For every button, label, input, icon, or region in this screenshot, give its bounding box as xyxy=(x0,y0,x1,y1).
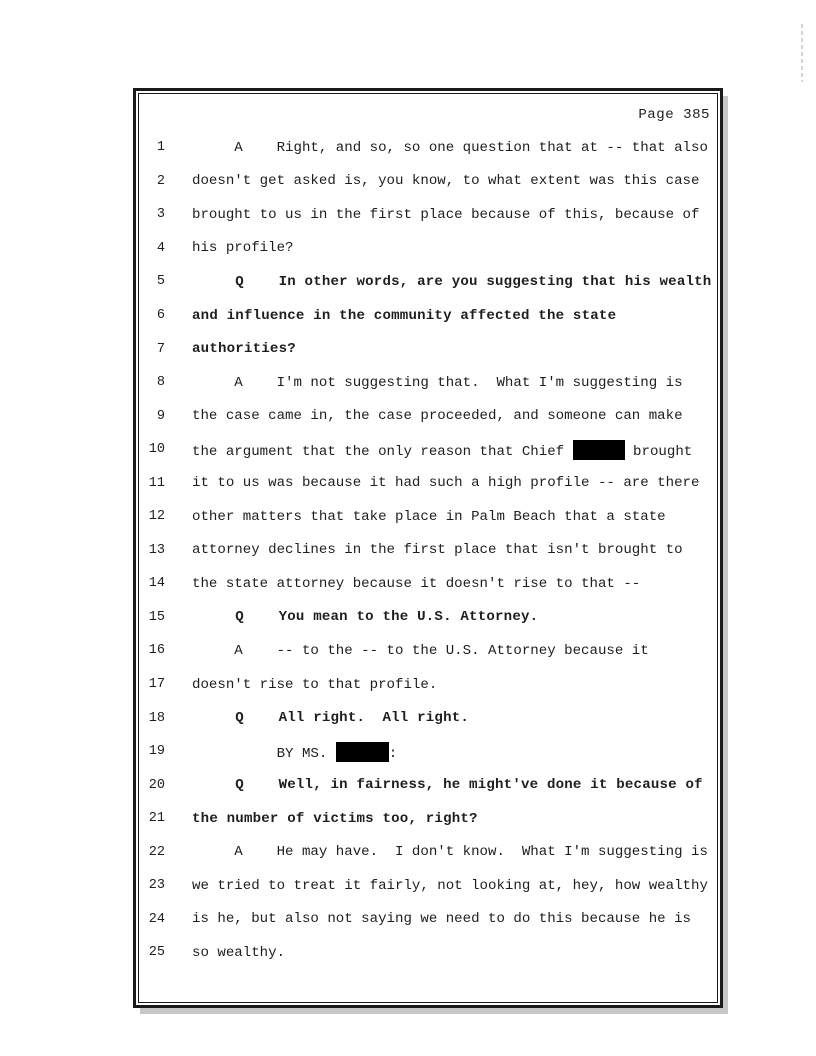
line-text: the number of victims too, right? xyxy=(192,810,478,827)
line-text: A -- to the -- to the U.S. Attorney because it xyxy=(192,642,649,659)
line-text: his profile? xyxy=(192,240,294,257)
line-text: the argument that the only reason that Chief brought xyxy=(192,440,692,460)
transcript-line xyxy=(139,869,717,903)
page-number: Page 385 xyxy=(638,107,710,123)
line-text: so wealthy. xyxy=(192,944,286,961)
redaction-box xyxy=(336,742,389,762)
transcript-line xyxy=(139,735,717,769)
line-number: 1 xyxy=(156,140,165,156)
line-number: 21 xyxy=(148,811,165,827)
line-text: brought to us in the first place because of this, because of xyxy=(192,206,700,223)
line-number: 14 xyxy=(148,576,165,592)
transcript-line xyxy=(139,265,717,299)
line-number: 11 xyxy=(148,475,165,491)
line-text: BY MS. : xyxy=(192,742,397,762)
transcript-line xyxy=(139,500,717,534)
line-text: Q In other words, are you suggesting that his wealth xyxy=(192,273,712,290)
line-number: 12 xyxy=(148,509,165,525)
line-text: is he, but also not saying we need to do this because he is xyxy=(192,911,691,928)
line-text: A Right, and so, so one question that at -- that also xyxy=(192,139,708,156)
line-text: attorney declines in the first place that isn't brought to xyxy=(192,542,683,559)
line-number: 5 xyxy=(156,274,165,290)
line-number: 15 xyxy=(148,609,165,625)
line-number: 8 xyxy=(156,375,165,391)
line-text: Q You mean to the U.S. Attorney. xyxy=(192,609,539,626)
line-number: 22 xyxy=(148,844,165,860)
line-number: 17 xyxy=(148,677,165,693)
transcript-line xyxy=(139,567,717,601)
line-number: 9 xyxy=(156,408,165,424)
transcript-line xyxy=(139,634,717,668)
line-text: we tried to treat it fairly, not looking at, hey, how wealthy xyxy=(192,877,708,894)
line-text: doesn't rise to that profile. xyxy=(192,676,438,693)
transcript-line xyxy=(139,131,717,165)
transcript-line xyxy=(139,399,717,433)
line-number: 10 xyxy=(148,442,165,458)
line-text: A I'm not suggesting that. What I'm suggesting is xyxy=(192,374,683,391)
line-number: 20 xyxy=(148,777,165,793)
line-text: Q Well, in fairness, he might've done it because of xyxy=(192,777,703,794)
line-number: 6 xyxy=(156,308,165,323)
transcript-line xyxy=(139,165,717,199)
line-number: 7 xyxy=(156,341,165,357)
transcript-line xyxy=(139,601,717,635)
line-text: the state attorney because it doesn't rise to that -- xyxy=(192,575,641,592)
line-text: Q All right. All right. xyxy=(192,710,470,727)
transcript-line xyxy=(139,802,717,836)
line-number: 3 xyxy=(156,207,165,223)
scan-artifact-line xyxy=(801,24,803,82)
transcript-line xyxy=(139,198,717,232)
transcript-line xyxy=(139,332,717,366)
line-number: 18 xyxy=(148,710,165,726)
transcript-line xyxy=(139,668,717,702)
line-number: 16 xyxy=(148,643,165,659)
transcript-line xyxy=(139,768,717,802)
redaction-box xyxy=(573,440,625,460)
transcript-lines xyxy=(139,131,717,970)
transcript-line xyxy=(139,534,717,568)
transcript-line xyxy=(139,366,717,400)
line-number: 19 xyxy=(148,744,165,760)
line-text: and influence in the community affected the state xyxy=(192,307,617,324)
transcript-line xyxy=(139,936,717,970)
line-text: doesn't get asked is, you know, to what extent was this case xyxy=(192,173,700,190)
line-number: 13 xyxy=(148,542,165,558)
line-text: it to us was because it had such a high profile -- are there xyxy=(192,475,700,492)
transcript-line xyxy=(139,299,717,333)
transcript-line xyxy=(139,903,717,937)
transcript-line xyxy=(139,835,717,869)
page-frame xyxy=(133,88,723,1008)
line-text: other matters that take place in Palm Beach that a state xyxy=(192,508,666,525)
transcript-line xyxy=(139,433,717,467)
line-number: 4 xyxy=(156,240,165,256)
transcript-line xyxy=(139,466,717,500)
transcript-line xyxy=(139,701,717,735)
line-number: 23 xyxy=(148,878,165,894)
line-number: 24 xyxy=(148,911,165,927)
line-text: authorities? xyxy=(192,341,296,358)
line-number: 2 xyxy=(156,173,165,189)
transcript-line xyxy=(139,232,717,266)
page-frame-inner-rule xyxy=(138,93,718,1003)
line-text: A He may have. I don't know. What I'm suggesting is xyxy=(192,844,708,861)
line-text: the case came in, the case proceeded, and someone can make xyxy=(192,408,683,425)
line-number: 25 xyxy=(148,945,165,961)
